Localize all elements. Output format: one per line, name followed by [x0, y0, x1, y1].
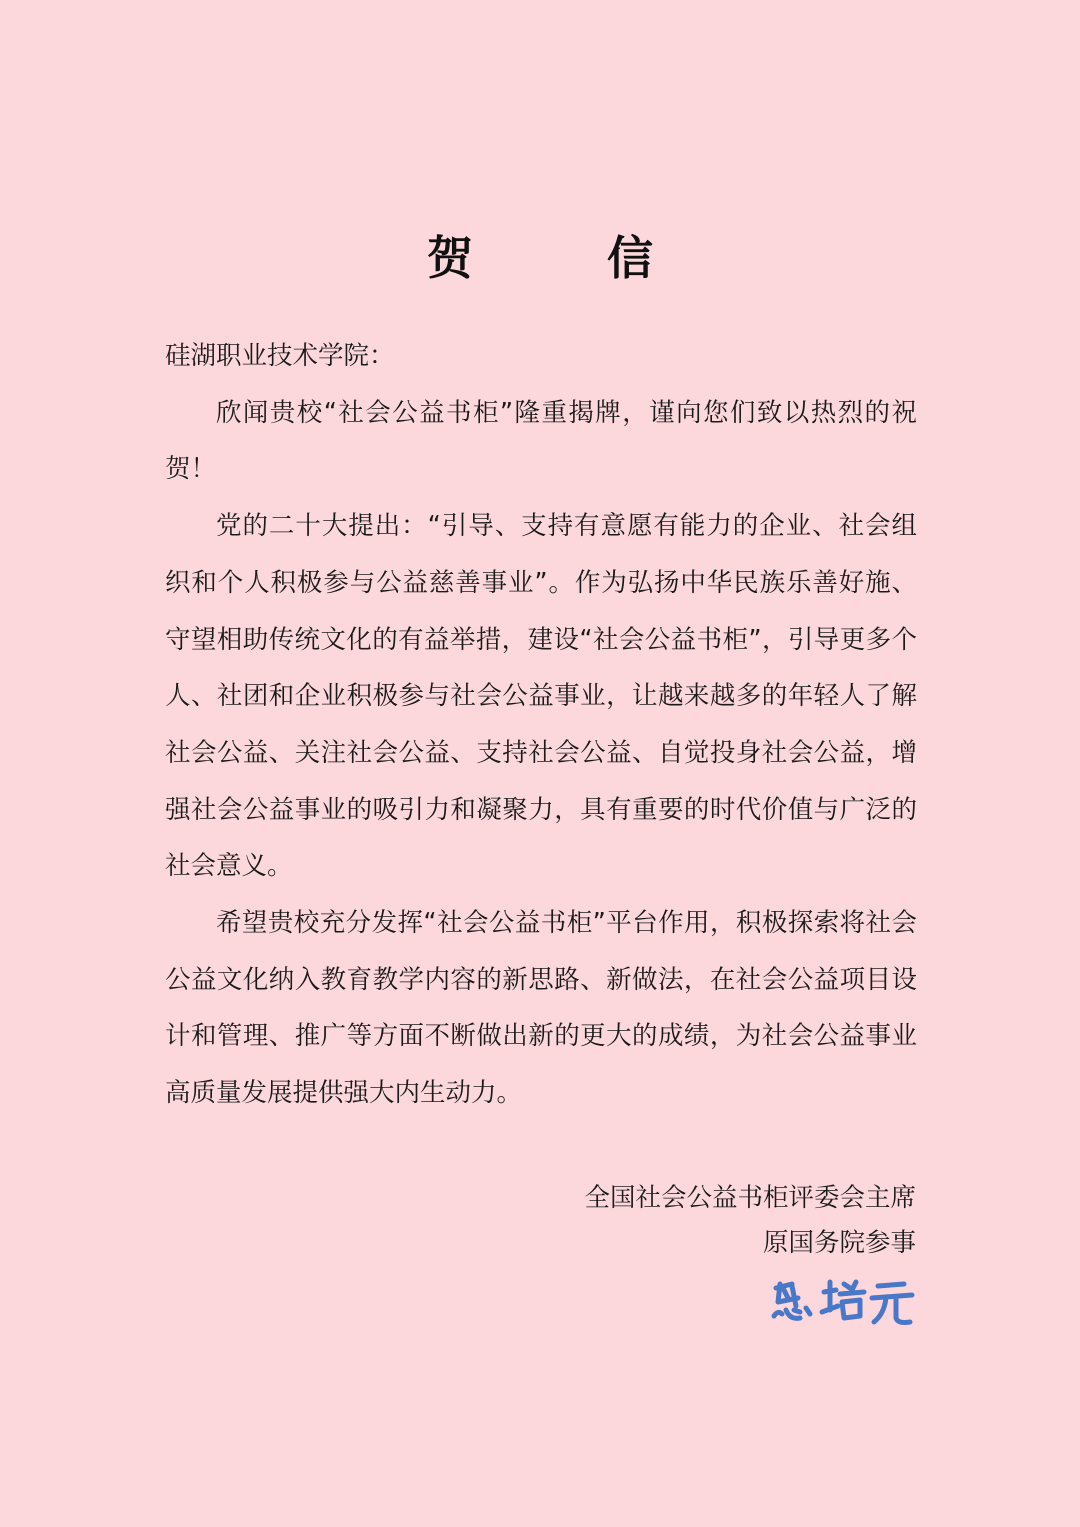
letter-salutation: 硅湖职业技术学院：: [165, 341, 395, 371]
letter-paragraph-3: 希望贵校充分发挥“社会公益书柜”平台作用，积极探索将社会公益文化纳入教育教学内容的新思路、新做法，在社会公益项目设计和管理、推广等方面不断做出新的更大的成绩，为社会公益事业高质量发展提供强大内生动力。: [165, 908, 917, 1109]
signer-title-line-1: 全国社会公益书柜评委会主席: [584, 1183, 916, 1213]
letter-body: [165, 328, 917, 1122]
handwritten-signature: [770, 1276, 918, 1332]
letter-paragraph-1: 欣闻贵校“社会公益书柜”隆重揭牌，谨向您们致以热烈的祝贺！: [165, 397, 917, 485]
signature-block: [584, 1176, 916, 1266]
letter-paragraph-2: 党的二十大提出：“引导、支持有意愿有能力的企业、社会组织和个人积极参与公益慈善事业”。作为弘扬中华民族乐善好施、守望相助传统文化的有益举措，建设“社会公益书柜”，引导更多个人、社团和企业积极参与社会公益事业，让越来越多的年轻人了解社会公益、关注社会公益、支持社会公益、自觉投身社会公益，增强社会公益事业的吸引力和凝聚力，具有重要的时代价值与广泛的社会意义。: [165, 511, 917, 882]
letter-title: 贺 信: [427, 231, 697, 285]
signer-title-line-2: 原国务院参事: [762, 1228, 916, 1258]
